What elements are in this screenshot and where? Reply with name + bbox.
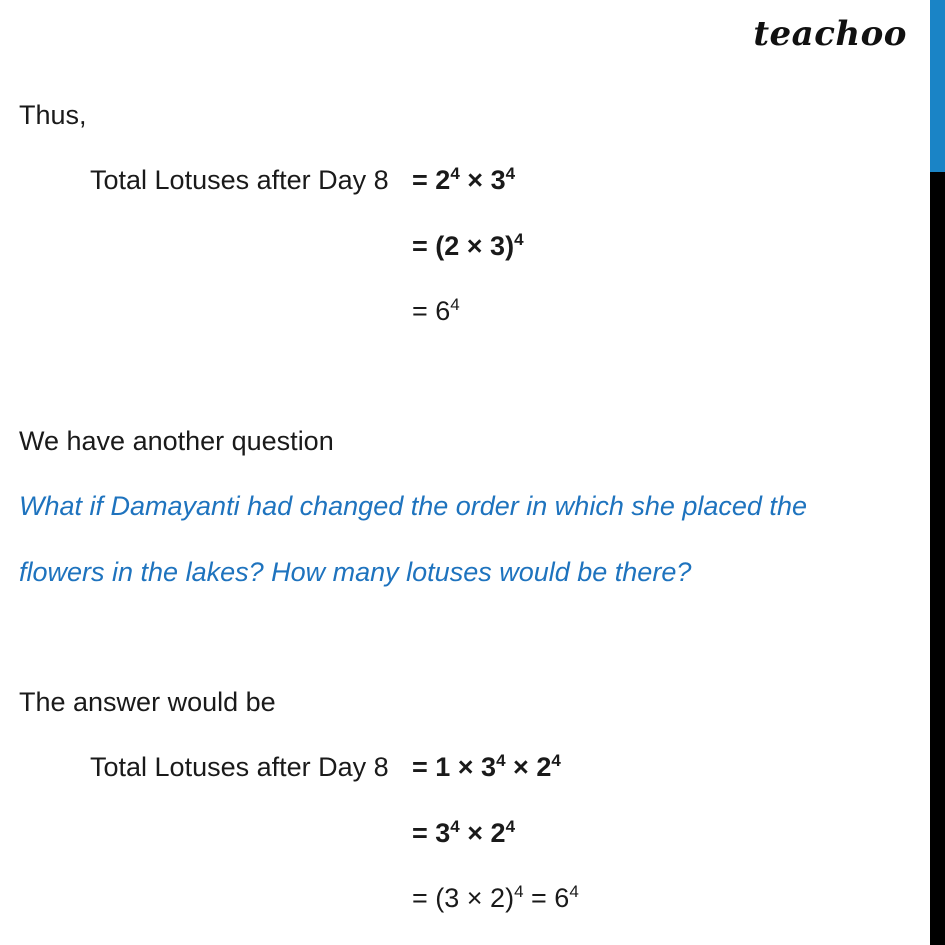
question-text-line-1: What if Damayanti had changed the order in which she placed the — [19, 491, 807, 521]
total-label-2: Total Lotuses after Day 8 — [90, 752, 389, 782]
sidebar-bar — [930, 0, 945, 945]
total-label-1: Total Lotuses after Day 8 — [90, 165, 389, 195]
answer-line-1: = $1 \times 3^4 \times 2^4$ — [412, 751, 561, 782]
equation-line-2: = $(2 \times 3)^4$ — [412, 230, 524, 261]
question-text-line-2: flowers in the lakes? How many lotuses would be there? — [19, 557, 692, 587]
intro-thus: Thus, — [19, 100, 87, 130]
sidebar-accent — [930, 0, 945, 172]
answer-line-2: = $3^4 \times 2^4$ — [412, 817, 516, 848]
equation-line-1: = $2^4 \times 3^4$ — [412, 164, 516, 195]
intro-another-question: We have another question — [19, 426, 334, 456]
teachoo-logo: teachoo — [753, 14, 907, 54]
equation-line-3: = $6^4$ — [412, 295, 460, 326]
intro-answer: The answer would be — [19, 687, 276, 717]
answer-line-3: = $(3 \times 2)^4 = 6^4$ — [412, 882, 579, 913]
